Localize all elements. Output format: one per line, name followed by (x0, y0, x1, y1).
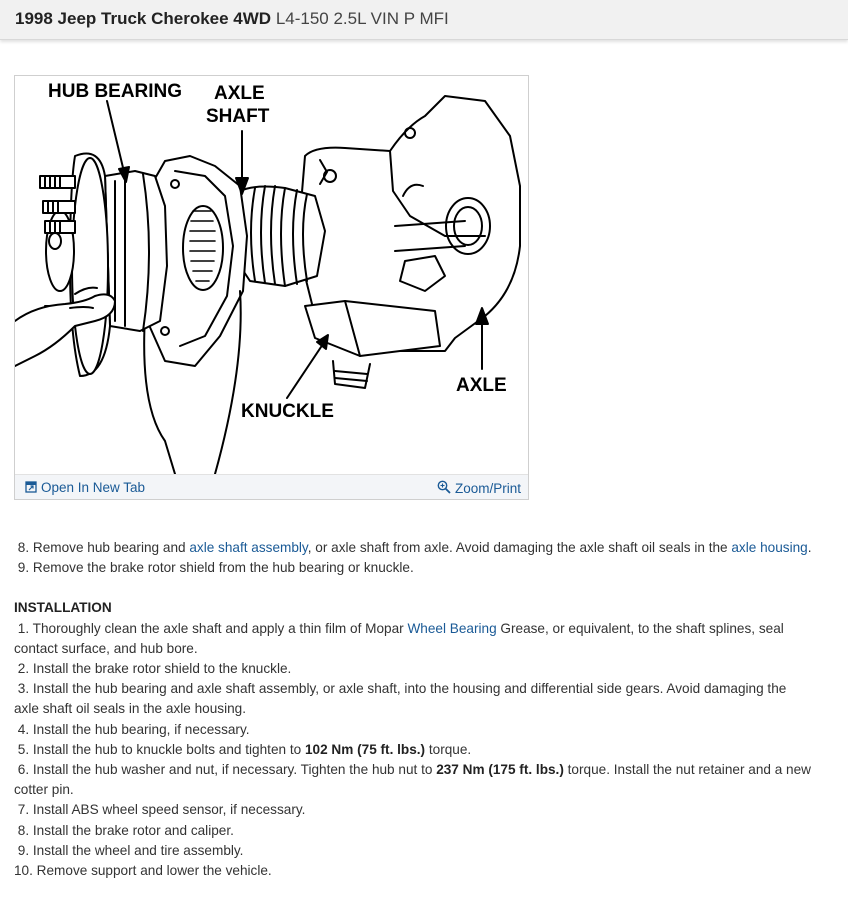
install-step-3: 3. Install the hub bearing and axle shaft assembly, or axle shaft, into the housing and differential side gears. Avoid damaging the axle shaft oil seals in the axle housing. (14, 681, 787, 717)
wheel-bearing-link[interactable]: Wheel Bearing (407, 620, 497, 636)
vehicle-header (0, 0, 848, 40)
zoom-print-label: Zoom/Print (454, 481, 521, 496)
install-step-10: 10. Remove support and lower the vehicle. (14, 863, 272, 879)
vehicle-title: 1998 Jeep Truck Cherokee 4WD (15, 9, 272, 28)
torque-value-hub-nut: 237 Nm (175 ft. lbs.) (436, 762, 564, 778)
torque-value-hub-bolts: 102 Nm (75 ft. lbs.) (304, 741, 426, 757)
open-new-tab-link[interactable] (25, 480, 145, 495)
magnifier-icon (437, 480, 451, 494)
open-new-tab-icon (25, 481, 37, 493)
label-knuckle: KNUCKLE (241, 401, 334, 422)
zoom-print-link[interactable] (437, 480, 521, 496)
install-step-6: 6. Install the hub washer and nut, if necessary. Tighten the hub nut to 237 Nm (175 ft. lbs.) torque. Install the nut retainer and a new cotter pin. (14, 762, 811, 798)
install-step-8: 8. Install the brake rotor and caliper. (17, 822, 234, 838)
figure-footer (15, 474, 528, 499)
axle-housing-link[interactable]: axle housing (731, 540, 808, 555)
install-step-9: 9. Install the wheel and tire assembly. (17, 842, 244, 858)
removal-step-9: 9. Remove the brake rotor shield from the hub bearing or knuckle. (17, 560, 414, 576)
install-step-7: 7. Install ABS wheel speed sensor, if necessary. (17, 802, 306, 818)
install-step-2: 2. Install the brake rotor shield to the knuckle. (17, 661, 292, 677)
label-axle: AXLE (456, 375, 507, 396)
engine-spec: L4-150 2.5L VIN P MFI (275, 9, 449, 28)
label-axle-shaft-line1: AXLE (214, 83, 265, 104)
open-new-tab-label: Open In New Tab (41, 480, 146, 495)
procedure-text (14, 538, 814, 881)
install-step-1: 1. Thoroughly clean the axle shaft and apply a thin film of Mopar Wheel Bearing Grease, or equivalent, to the shaft splines, seal contact surface, and hub bore. (14, 620, 784, 656)
axle-shaft-assembly-link[interactable]: axle shaft assembly (189, 540, 308, 555)
hub-bearing-diagram[interactable] (15, 76, 528, 474)
removal-step-8: 8. Remove hub bearing and axle shaft assembly, or axle shaft from axle. Avoid damaging the axle shaft oil seals in the axle housing. (17, 540, 812, 555)
label-hub-bearing: HUB BEARING (48, 81, 183, 102)
installation-heading: INSTALLATION (14, 600, 112, 616)
install-step-5: 5. Install the hub to knuckle bolts and tighten to 102 Nm (75 ft. lbs.) torque. (17, 741, 472, 757)
diagram-figure (14, 75, 529, 500)
label-axle-shaft-line2: SHAFT (206, 106, 270, 127)
install-step-4: 4. Install the hub bearing, if necessary. (17, 721, 250, 737)
